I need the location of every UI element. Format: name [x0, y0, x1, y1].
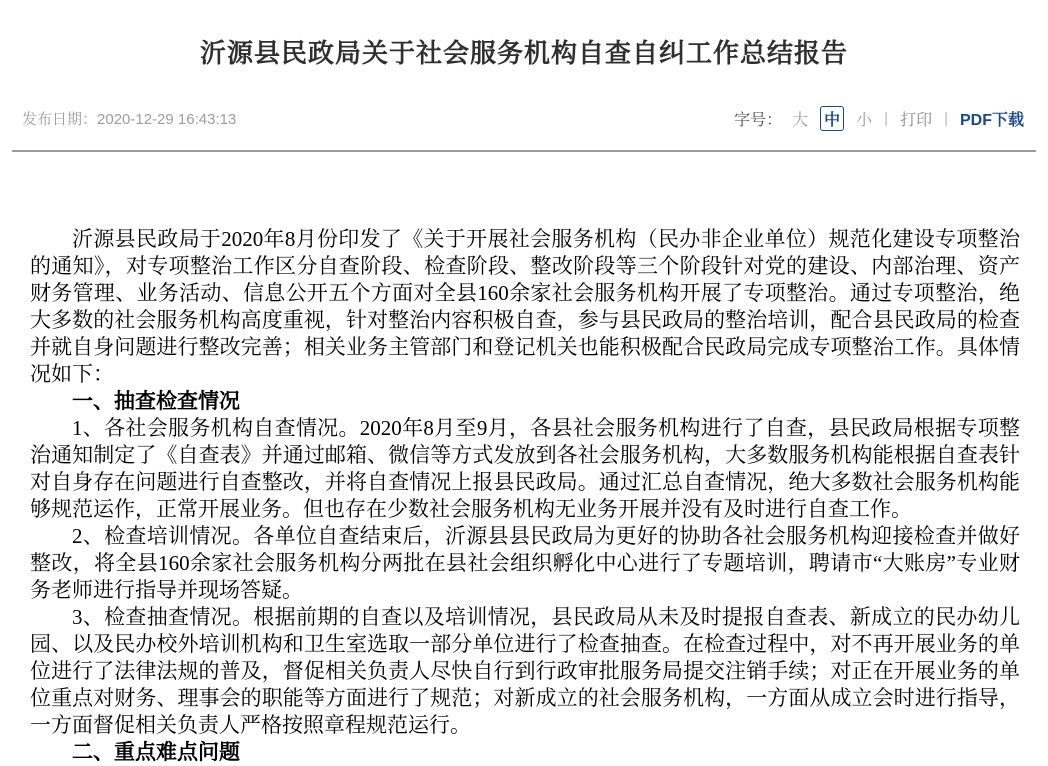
page-title: 沂源县民政局关于社会服务机构自查自纠工作总结报告 [199, 38, 848, 68]
print-button[interactable]: 打印 [900, 112, 933, 129]
publish-date [22, 108, 236, 129]
pdf-download-button[interactable]: PDF下载 [959, 112, 1024, 129]
font-size-large-button[interactable]: 大 [792, 112, 809, 129]
font-size-label: 字号： [734, 112, 783, 129]
section-heading-1: 一、抽查检查情况 [72, 390, 240, 413]
article-paragraph-spot-check: 3、检查抽查情况。根据前期的自查以及培训情况，县民政局从未及时提报自查表、新成立的民办幼儿园、以及民办校外培训机构和卫生室选取一部分单位进行了检查抽查。在检查过程中，对不再开展业务的单位进行了法律法规的普及，督促相关负责人尽快自行到行政审批服务局提交注销手续；对正在开展业务的单位重点对财务、理事会的职能等方面进行了规范；对新成立的社会服务机构，一方面从成立会时进行指导，一方面督促相关负责人严格按照章程规范运行。 [30, 605, 1020, 737]
separator: | [944, 110, 948, 127]
header-divider [12, 150, 1036, 152]
font-size-medium-button[interactable]: 中 [820, 106, 844, 131]
article-toolbar [734, 106, 1024, 131]
section-heading-2: 二、重点难点问题 [72, 741, 240, 764]
article-paragraph-self-check: 1、各社会服务机构自查情况。2020年8月至9月，各县社会服务机构进行了自查，县民政局根据专项整治通知制定了《自查表》并通过邮箱、微信等方式发放到各社会服务机构，大多数服务机构能根据自查表针对自身存在问题进行自查整改，并将自查情况上报县民政局。通过汇总自查情况，绝大多数社会服务机构能够规范运作，正常开展业务。但也存在少数社会服务机构无业务开展并没有及时进行自查工作。 [30, 416, 1020, 521]
article-paragraph-intro: 沂源县民政局于2020年8月份印发了《关于开展社会服务机构（民办非企业单位）规范化建设专项整治的通知》，对专项整治工作区分自查阶段、检查阶段、整改阶段等三个阶段针对党的建设、内部治理、资产财务管理、业务活动、信息公开五个方面对全县160余家社会服务机构开展了专项整治。通过专项整治，绝大多数的社会服务机构高度重视，针对整治内容积极自查，参与县民政局的整治培训，配合县民政局的检查并就自身问题进行整改完善；相关业务主管部门和登记机关也能积极配合民政局完成专项整治工作。具体情况如下： [30, 227, 1020, 386]
publish-date-label: 发布日期： [22, 111, 98, 128]
font-size-small-button[interactable]: 小 [856, 112, 873, 129]
publish-date-value: 2020-12-29 16:43:13 [97, 111, 237, 128]
separator: | [884, 110, 889, 127]
article-paragraph-training: 2、检查培训情况。各单位自查结束后，沂源县县民政局为更好的协助各社会服务机构迎接检查并做好整改，将全县160余家社会服务机构分两批在县社会组织孵化中心进行了专题培训，聘请市“大账房”专业财务老师进行指导并现场答疑。 [30, 524, 1020, 602]
article-body [30, 226, 1020, 766]
meta-bar [22, 106, 1024, 131]
